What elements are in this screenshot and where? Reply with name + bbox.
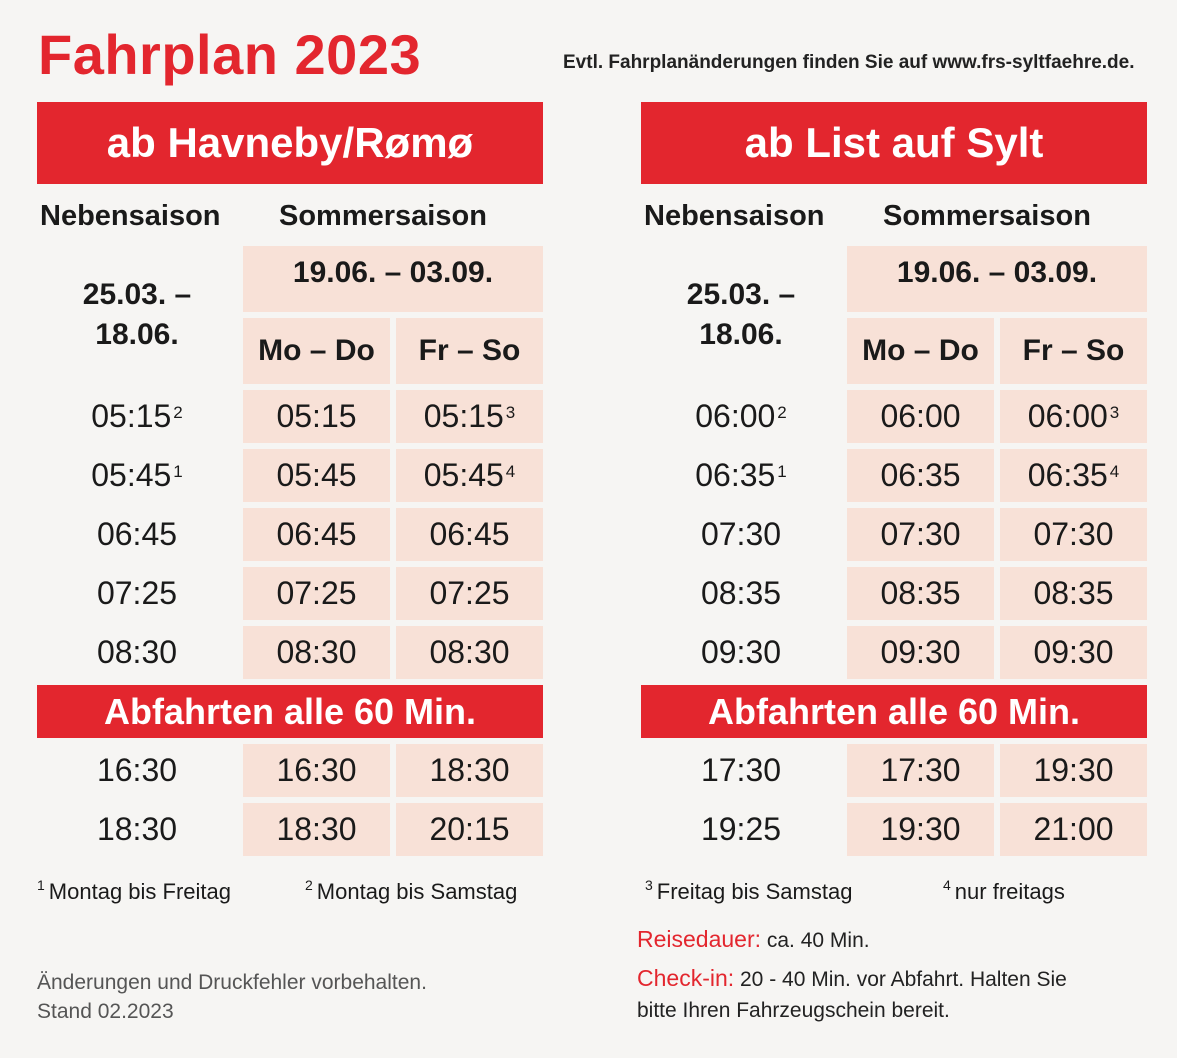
departure-banner-list: ab List auf Sylt [641,102,1147,184]
neben-date-range [641,246,841,384]
time-cell-mo-do: 05:45 [243,449,390,502]
travel-time-label: Reisedauer: [637,926,762,952]
time-cell-fr-so: 09:30 [1000,626,1147,679]
season-header [37,184,543,246]
time-cell-fr-so: 07:25 [396,567,543,620]
time-cell-fr-so: 07:30 [1000,508,1147,561]
time-cell-neben: 07:30 [700,516,782,552]
travel-time-text: ca. 40 Min. [766,929,870,952]
season-label-sommer: Sommersaison [279,200,487,232]
season-header [641,184,1147,246]
late-departures-grid [641,744,1147,856]
timetable-havneby [37,102,543,856]
time-cell-fr-so: 05:15 $^3$ [396,390,543,443]
time-cell-mo-do: 19:30 [847,803,994,856]
time-cell-mo-do: 07:30 [847,508,994,561]
sommer-date-range: 19.06. – 03.09. [847,246,1147,312]
time-cell-neben: 05:15 $^2$ [91,398,183,434]
time-cell-fr-so: 06:35 $^4$ [1000,449,1147,502]
neben-date-range [37,246,237,384]
time-cell-neben: 06:35 $^1$ [695,457,787,493]
time-cell-fr-so: 19:30 [1000,744,1147,797]
time-cell-neben: 18:30 [96,811,178,847]
footnote-4: $^4$ nur freitags [943,877,1065,904]
time-cell-neben: 08:35 [700,575,782,611]
days-mo-do: Mo – Do [847,318,994,384]
time-cell-mo-do: 08:35 [847,567,994,620]
departure-banner-havneby: ab Havneby/Rømø [37,102,543,184]
page-title: Fahrplan 2023 [38,23,422,86]
interval-banner: Abfahrten alle 60 Min. [37,685,543,738]
days-mo-do: Mo – Do [243,318,390,384]
season-label-neben: Nebensaison [40,200,221,232]
time-cell-neben: 09:30 [700,634,782,670]
late-departures-grid [37,744,543,856]
disclaimer-line-1: Änderungen und Druckfehler vorbehalten. [37,971,427,994]
time-cell-neben: 06:00 $^2$ [695,398,787,434]
neben-range-end: 18.06. [699,318,783,351]
time-cell-mo-do: 06:45 [243,508,390,561]
footnote-3: $^3$ Freitag bis Samstag [645,877,853,904]
time-cell-fr-so: 08:30 [396,626,543,679]
time-cell-mo-do: 18:30 [243,803,390,856]
time-cell-mo-do: 05:15 [243,390,390,443]
sommer-date-range: 19.06. – 03.09. [243,246,543,312]
checkin-info [637,965,1067,992]
disclaimer [37,968,427,1026]
time-cell-fr-so: 06:45 [396,508,543,561]
disclaimer-date: Stand 02.2023 [37,1000,174,1023]
interval-banner: Abfahrten alle 60 Min. [641,685,1147,738]
checkin-info-2: bitte Ihren Fahrzeugschein bereit. [637,999,950,1022]
time-cell-mo-do: 07:25 [243,567,390,620]
time-cell-fr-so: 20:15 [396,803,543,856]
time-cell-fr-so: 08:35 [1000,567,1147,620]
neben-range-end: 18.06. [95,318,179,351]
neben-range-start: 25.03. – [82,278,192,311]
time-cell-fr-so: 18:30 [396,744,543,797]
time-cell-neben: 08:30 [96,634,178,670]
travel-time-info [637,926,870,953]
days-fr-so: Fr – So [1000,318,1147,384]
website-note: Evtl. Fahrplanänderungen finden Sie auf www.frs-syltfaehre.de. [563,52,1135,73]
footnote-1: $^1$ Montag bis Freitag [37,877,231,904]
checkin-label: Check-in: [637,965,735,991]
time-cell-neben: 07:25 [96,575,178,611]
time-cell-mo-do: 16:30 [243,744,390,797]
time-cell-neben: 19:25 [700,811,782,847]
early-departures-grid [641,246,1147,679]
neben-range-start: 25.03. – [686,278,796,311]
time-cell-neben: 17:30 [700,752,782,788]
time-cell-neben: 16:30 [96,752,178,788]
season-label-neben: Nebensaison [644,200,825,232]
time-cell-mo-do: 06:35 [847,449,994,502]
season-label-sommer: Sommersaison [883,200,1091,232]
time-cell-mo-do: 08:30 [243,626,390,679]
checkin-text: 20 - 40 Min. vor Abfahrt. Halten Sie [740,968,1067,991]
time-cell-neben: 05:45 $^1$ [91,457,183,493]
days-fr-so: Fr – So [396,318,543,384]
time-cell-fr-so: 06:00 $^3$ [1000,390,1147,443]
timetable-list-sylt [641,102,1147,856]
time-cell-neben: 06:45 [96,516,178,552]
early-departures-grid [37,246,543,679]
time-cell-fr-so: 21:00 [1000,803,1147,856]
time-cell-mo-do: 09:30 [847,626,994,679]
time-cell-mo-do: 06:00 [847,390,994,443]
time-cell-mo-do: 17:30 [847,744,994,797]
footnote-2: $^2$ Montag bis Samstag [305,877,518,904]
time-cell-fr-so: 05:45 $^4$ [396,449,543,502]
